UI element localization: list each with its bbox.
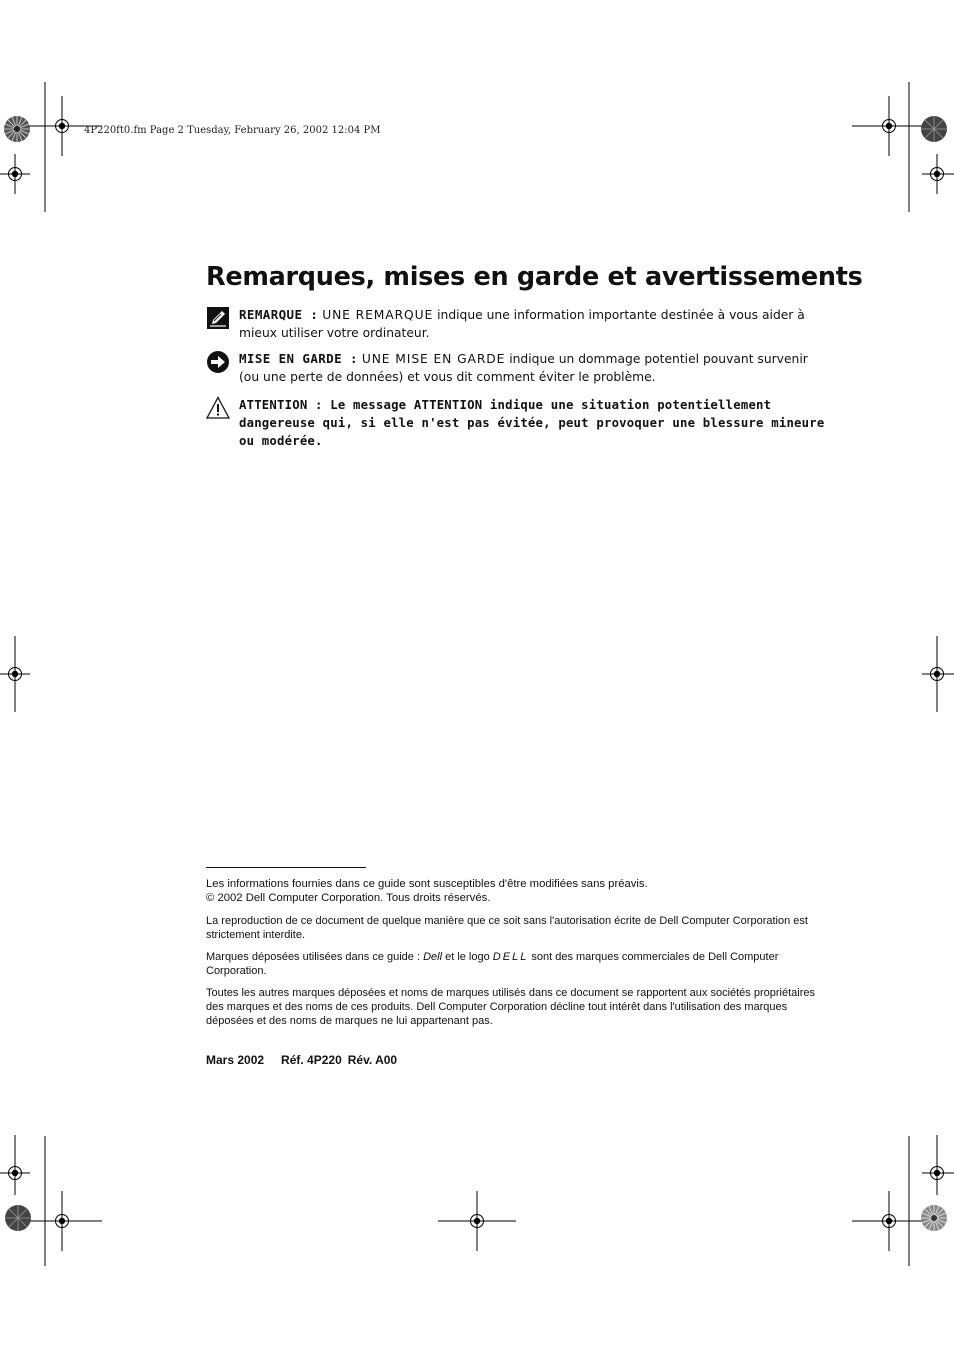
info-line: Les informations fournies dans ce guide sont susceptibles d'être modifiées sans préavis.	[206, 878, 648, 890]
reproduction-text: La reproduction de ce document de quelque manière que ce soit sans l'autorisation écrite de Dell Computer Corporation est strictement interdite.	[206, 915, 808, 941]
remarque-caps: UNE REMARQUE	[322, 308, 434, 322]
crosshair-target-tr	[852, 96, 932, 156]
star-target-tr	[921, 116, 947, 142]
other-marks-paragraph	[206, 986, 826, 1028]
footer-ref: Réf. 4P220	[281, 1053, 342, 1067]
page-title: Remarques, mises en garde et avertissements	[206, 262, 863, 292]
reproduction-paragraph	[206, 914, 826, 942]
star-target-tl	[4, 116, 30, 142]
attention-label: ATTENTION :	[239, 398, 323, 412]
footer-rev: Rév. A00	[347, 1053, 398, 1067]
file-info-header: 4P220ft0.fm Page 2 Tuesday, February 26, 2002 12:04 PM	[84, 125, 381, 136]
mise-en-garde-text: indique un dommage potentiel pouvant survenir (ou une perte de données) et vous dit comment éviter le problème.	[239, 352, 808, 384]
crosshair-target-right-top	[922, 154, 954, 194]
note-attention	[206, 396, 826, 450]
arrow-circle-icon	[206, 350, 230, 374]
star-target-br	[921, 1205, 947, 1231]
crosshair-target-br	[852, 1191, 932, 1251]
star-target-bl	[5, 1205, 31, 1231]
legal-info-block	[206, 877, 826, 905]
trademark-dell: Dell	[423, 951, 443, 963]
note-remarque	[206, 306, 826, 342]
mise-en-garde-caps: UNE MISE EN GARDE	[361, 352, 506, 366]
trademarks-paragraph	[206, 950, 826, 978]
note-mise-en-garde	[206, 350, 826, 386]
pencil-note-icon	[206, 306, 230, 330]
trademarks-mid: et le logo	[442, 951, 493, 963]
crosshair-target-left-mid	[0, 636, 30, 712]
trademarks-pre: Marques déposées utilisées dans ce guide :	[206, 951, 424, 963]
remarque-text: indique une information importante destinée à vous aider à mieux utiliser votre ordinateur.	[239, 308, 805, 340]
crosshair-target-right-bottom	[922, 1135, 954, 1195]
trademark-logo: DELL	[492, 951, 529, 963]
remarque-label: REMARQUE :	[239, 307, 319, 322]
attention-caps: ATTENTION	[413, 398, 483, 412]
crosshair-target-left-bottom	[0, 1135, 30, 1195]
crosshair-target-bc	[438, 1191, 516, 1251]
footer-date: Mars 2002	[206, 1053, 265, 1067]
footer-reference	[206, 1053, 397, 1067]
footnote-divider	[206, 867, 366, 868]
trademarks-post: sont des marques commerciales de Dell Computer Corporation.	[206, 951, 779, 977]
copyright-line: © 2002 Dell Computer Corporation. Tous droits réservés.	[206, 892, 491, 904]
crosshair-target-bl	[22, 1191, 102, 1251]
crosshair-target-left-top	[0, 154, 30, 194]
attention-text-1: Le message	[322, 398, 414, 412]
warning-triangle-icon	[206, 396, 230, 420]
crosshair-target-right-mid	[922, 636, 954, 712]
attention-text-2: indique une situation potentiellement dangereuse qui, si elle n'est pas évitée, peut provoquer une blessure mineure ou modérée.	[239, 398, 825, 448]
other-marks-text: Toutes les autres marques déposées et noms de marques utilisés dans ce document se rapportent aux sociétés propriétaires des marques et des noms de ces produits. Dell Computer Corporation décline tout intérêt dans l'utilisation des marques déposées et des noms de marques ne lui appartenant pas.	[206, 987, 815, 1027]
mise-en-garde-label: MISE EN GARDE :	[239, 351, 358, 366]
